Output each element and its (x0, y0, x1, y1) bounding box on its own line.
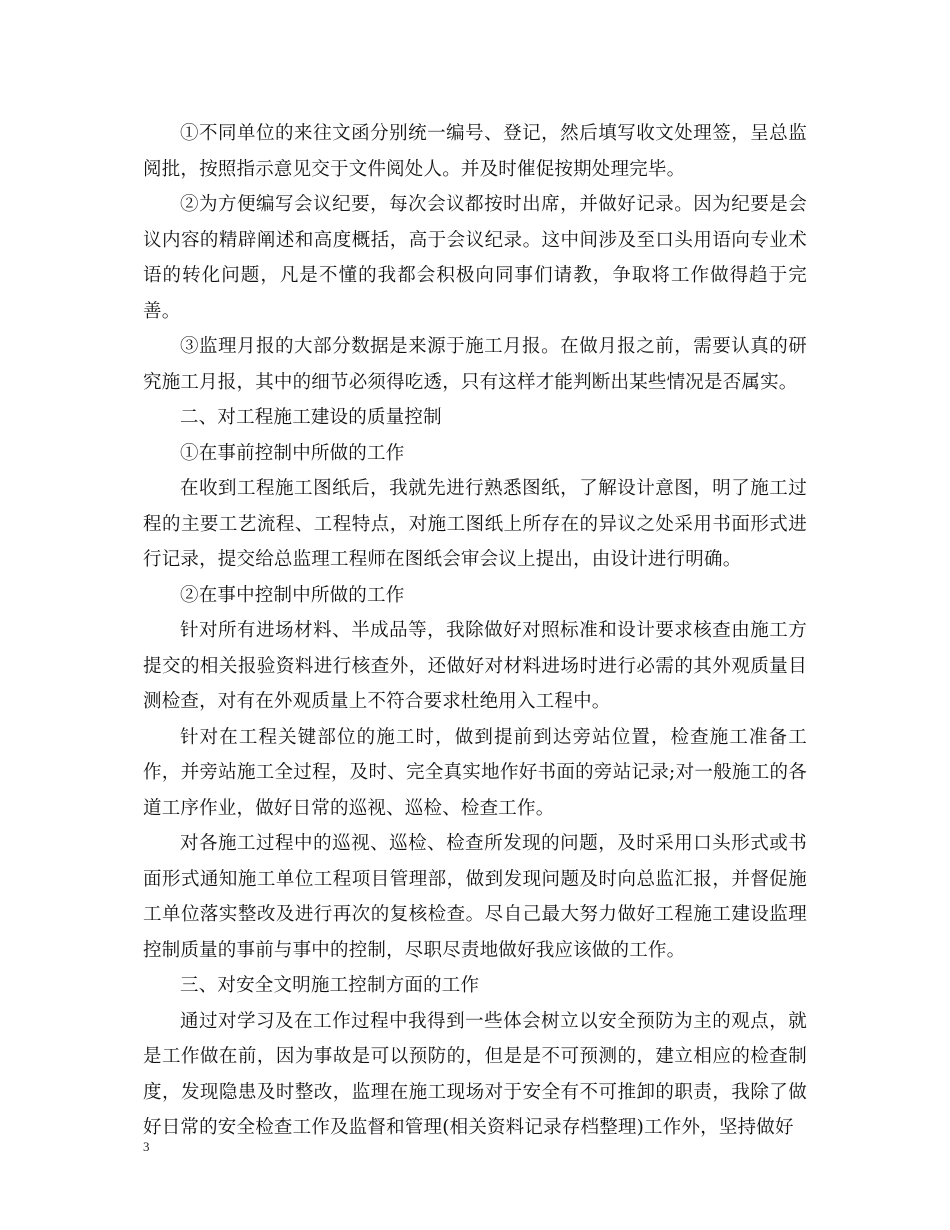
page-number: 3 (143, 1139, 150, 1154)
subheading-pre-control: ①在事前控制中所做的工作 (180, 442, 405, 464)
section-heading-safety-control: 三、对安全文明施工控制方面的工作 (180, 975, 480, 996)
paragraph-material-inspection: 针对所有进场材料、半成品等，我除做好对照标准和设计要求核查由施工方提交的相关报验资料进行核查外，还做好对材料进场时进行必需的其外观质量目测检查，对有在外观质量上不符合要求杜绝用入工程中。 (143, 620, 807, 712)
section-heading-quality-control: 二、对工程施工建设的质量控制 (180, 407, 442, 428)
subheading-in-process-control: ②在事中控制中所做的工作 (180, 584, 405, 606)
document-body (143, 116, 807, 1146)
paragraph-problem-handling: 对各施工过程中的巡视、巡检、检查所发现的问题，及时采用口头形式或书面形式通知施工单位工程项目管理部，做到发现问题及时向总监汇报，并督促施工单位落实整改及进行再次的复核检查。尽自己最大努力做好工程施工建设监理控制质量的事前与事中的控制，尽职尽责地做好我应该做的工作。 (143, 833, 807, 961)
paragraph-monthly-report: ③监理月报的大部分数据是来源于施工月报。在做月报之前，需要认真的研究施工月报，其中的细节必须得吃透，只有这样才能判断出某些情况是否属实。 (143, 336, 807, 393)
paragraph-drawing-review: 在收到工程施工图纸后，我就先进行熟悉图纸，了解设计意图，明了施工过程的主要工艺流程、工程特点，对施工图纸上所存在的异议之处采用书面形式进行记录，提交给总监理工程师在图纸会审会议上提出，由设计进行明确。 (143, 478, 807, 570)
paragraph-incoming-letters: ①不同单位的来往文函分别统一编号、登记，然后填写收文处理签，呈总监阅批，按照指示意见交于文件阅处人。并及时催促按期处理完毕。 (143, 123, 807, 180)
paragraph-safety-prevention: 通过对学习及在工作过程中我得到一些体会树立以安全预防为主的观点，就是工作做在前，因为事故是可以预防的，但是是不可预测的，建立相应的检查制度，发现隐患及时整改，监理在施工现场对于安全有不可推卸的职责，我除了做好日常的安全检查工作及监督和管理(相关资料记录存档整理)工作外，坚持做好 (143, 1010, 807, 1138)
paragraph-site-supervision: 针对在工程关键部位的施工时，做到提前到达旁站位置，检查施工准备工作，并旁站施工全过程，及时、完全真实地作好书面的旁站记录;对一般施工的各道工序作业，做好日常的巡视、巡检、检查工作。 (143, 726, 807, 819)
paragraph-meeting-minutes: ②为方便编写会议纪要，每次会议都按时出席，并做好记录。因为纪要是会议内容的精辟阐述和高度概括，高于会议纪录。这中间涉及至口头用语向专业术语的转化问题，凡是不懂的我都会积极向同事们请教，争取将工作做得趋于完善。 (143, 194, 807, 322)
